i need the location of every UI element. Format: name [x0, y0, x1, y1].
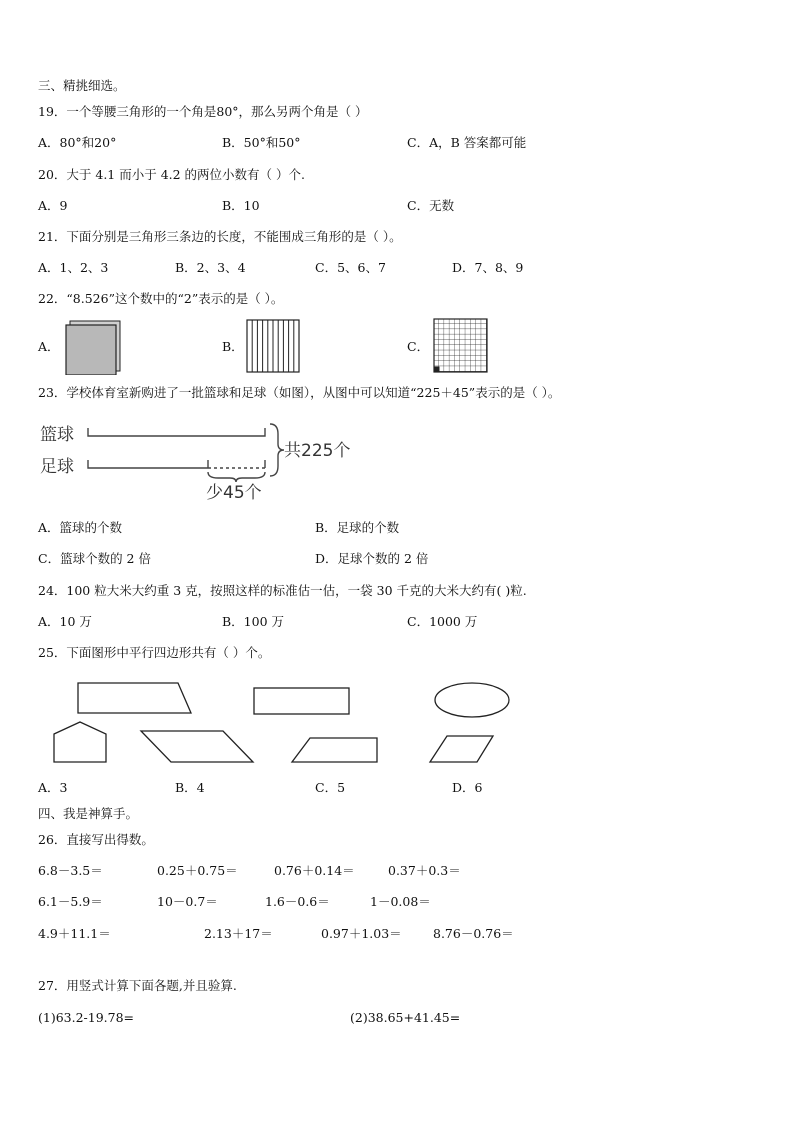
- calc-item: 0.97＋1.03＝: [321, 926, 402, 941]
- question-24-stem: 24．100 粒大米大约重 3 克，按照这样的标准估一估，一袋 30 千克的大米大约有( )粒.: [38, 583, 527, 598]
- question-23-stem: 23．学校体育室新购进了一批篮球和足球（如图），从图中可以知道“225＋45”表示的是（ ）。: [38, 385, 561, 400]
- basketball-label: 篮球: [40, 425, 74, 445]
- calc-item: 1－0.08＝: [370, 894, 431, 909]
- total-label: 共225个: [284, 441, 351, 461]
- parallelogram-shape-1: [141, 731, 253, 762]
- trapezoid-shape: [78, 683, 191, 713]
- question-26-stem: 26．直接写出得数。: [38, 832, 154, 847]
- q22-option-a[interactable]: A．: [38, 339, 60, 354]
- q27-item-1: (1)63.2-19.78=: [38, 1010, 135, 1025]
- tenths-strip-figure: [246, 319, 302, 375]
- ellipse-shape: [435, 683, 509, 717]
- calc-item: 6.8－3.5＝: [38, 863, 103, 878]
- hundredths-grid-figure: [433, 318, 491, 374]
- football-label: 足球: [40, 457, 74, 477]
- calc-item: 6.1－5.9＝: [38, 894, 103, 909]
- question-27-stem: 27．用竖式计算下面各题,并且验算.: [38, 978, 237, 993]
- q21-option-d[interactable]: D．7、8、9: [452, 260, 524, 275]
- unit-square-figure: [64, 319, 126, 375]
- q21-option-a[interactable]: A．1、2、3: [38, 260, 109, 275]
- q25-option-a[interactable]: A．3: [38, 780, 68, 795]
- calc-item: 1.6－0.6＝: [265, 894, 330, 909]
- q27-item-2: (2)38.65+41.45=: [350, 1010, 461, 1025]
- q21-option-b[interactable]: B．2、3、4: [175, 260, 246, 275]
- calc-item: 10－0.7＝: [157, 894, 218, 909]
- shapes-figure: [40, 676, 520, 770]
- q25-option-c[interactable]: C．5: [315, 780, 346, 795]
- calc-item: 0.37＋0.3＝: [388, 863, 461, 878]
- question-19-stem: 19．一个等腰三角形的一个角是80°，那么另两个角是（ ）: [38, 104, 368, 119]
- question-21-stem: 21．下面分别是三角形三条边的长度，不能围成三角形的是（ ）。: [38, 229, 402, 244]
- q24-option-a[interactable]: A．10 万: [38, 614, 92, 629]
- pentagon-shape: [54, 722, 106, 762]
- q25-option-b[interactable]: B．4: [175, 780, 205, 795]
- parallelogram-shape-2: [430, 736, 493, 762]
- trapezoid-shape-2: [292, 738, 377, 762]
- bar-model-figure: [38, 412, 368, 504]
- section-title-4: 四、我是神算手。: [38, 806, 139, 821]
- q19-option-a[interactable]: A．80°和20°: [38, 135, 117, 150]
- question-22-stem: 22．“8.526”这个数中的“2”表示的是（ ）。: [38, 291, 284, 306]
- q23-option-b[interactable]: B．足球的个数: [315, 520, 400, 535]
- q22-option-b[interactable]: B．: [222, 339, 244, 354]
- section-title-3: 三、精挑细选。: [38, 78, 126, 93]
- q24-option-c[interactable]: C．1000 万: [407, 614, 478, 629]
- q25-option-d[interactable]: D．6: [452, 780, 483, 795]
- q19-option-b[interactable]: B．50°和50°: [222, 135, 301, 150]
- calc-item: 4.9＋11.1＝: [38, 926, 111, 941]
- q23-option-c[interactable]: C．篮球个数的 2 倍: [38, 551, 151, 566]
- question-25-stem: 25．下面图形中平行四边形共有（ ）个。: [38, 645, 271, 660]
- question-20-stem: 20．大于 4.1 而小于 4.2 的两位小数有（ ）个.: [38, 167, 306, 182]
- calc-item: 8.76－0.76＝: [433, 926, 514, 941]
- q19-option-c[interactable]: C．A，B 答案都可能: [407, 135, 527, 150]
- calc-item: 0.25＋0.75＝: [157, 863, 238, 878]
- q20-option-a[interactable]: A．9: [38, 198, 68, 213]
- q20-option-b[interactable]: B．10: [222, 198, 260, 213]
- q23-option-d[interactable]: D．足球个数的 2 倍: [315, 551, 429, 566]
- calc-item: 2.13＋17＝: [204, 926, 273, 941]
- q23-option-a[interactable]: A．篮球的个数: [38, 520, 123, 535]
- rectangle-shape: [254, 688, 349, 714]
- calc-item: 0.76＋0.14＝: [274, 863, 355, 878]
- q22-option-c[interactable]: C．: [407, 339, 430, 354]
- q24-option-b[interactable]: B．100 万: [222, 614, 285, 629]
- less-label: 少45个: [206, 483, 262, 503]
- q21-option-c[interactable]: C．5、6、7: [315, 260, 386, 275]
- q20-option-c[interactable]: C．无数: [407, 198, 455, 213]
